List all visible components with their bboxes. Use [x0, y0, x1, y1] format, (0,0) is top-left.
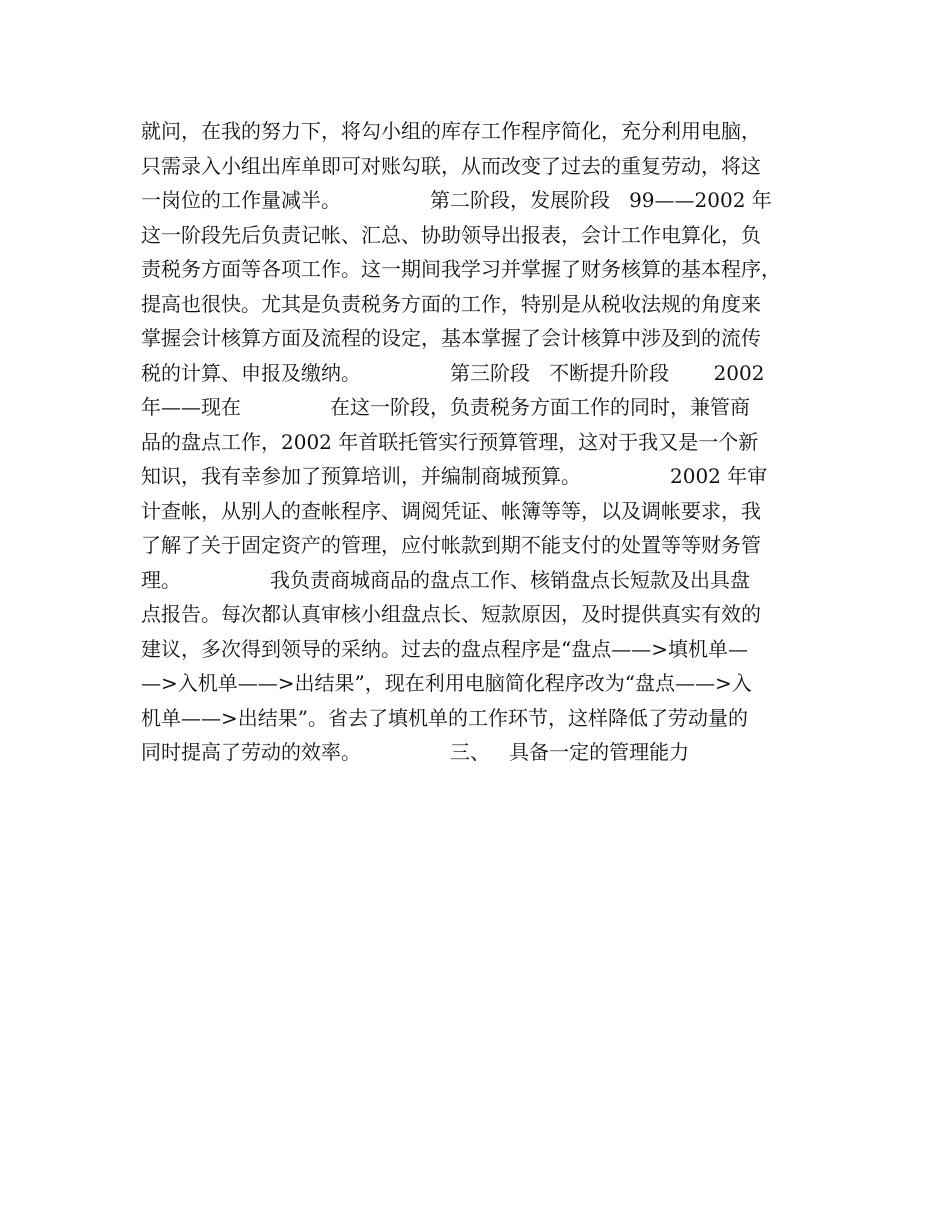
text-line: 建议，多次得到领导的采纳。过去的盘点程序是“盘点——>填机单—: [141, 636, 748, 661]
text-line: 年——现在 在这一阶段，负责税务方面工作的同时，兼管商: [141, 395, 751, 419]
text-line: 只需录入小组出库单即可对账勾联，从而改变了过去的重复劳动，将这: [141, 153, 761, 178]
text-line: 点报告。每次都认真审核小组盘点长、短款原因，及时提供真实有效的: [141, 602, 761, 626]
text-line: 品的盘点工作，2002 年首联托管实行预算管理，这对于我又是一个新: [141, 429, 759, 454]
text-line: 责税务方面等各项工作。这一期间我学习并掌握了财务核算的基本程序，: [141, 257, 781, 281]
text-line: 了解了关于固定资产的管理，应付帐款到期不能支付的处置等等财务管: [141, 533, 761, 557]
text-line: 就问，在我的努力下，将勾小组的库存工作程序简化，充分利用电脑，: [141, 119, 761, 143]
text-line: 这一阶段先后负责记帐、汇总、协助领导出报表，会计工作电算化，负: [141, 222, 761, 247]
text-line: 提高也很快。尤其是负责税务方面的工作，特别是从税收法规的角度来: [141, 291, 761, 316]
text-line: 同时提高了劳动的效率。 三、 具备一定的管理能力: [141, 740, 690, 764]
text-line: 知识，我有幸参加了预算培训，并编制商城预算。 2002 年审: [141, 464, 768, 488]
text-line: 税的计算、申报及缴纳。 第三阶段 不断提升阶段 2002: [141, 360, 765, 385]
text-line: 机单——>出结果”。省去了填机单的工作环节，这样降低了劳动量的: [141, 705, 748, 730]
text-line: 理。 我负责商城商品的盘点工作、核销盘点长短款及出具盘: [141, 567, 751, 592]
body-text: [141, 114, 821, 770]
text-line: —>入机单——>出结果”，现在利用电脑简化程序改为“盘点——>入: [141, 671, 752, 695]
text-line: 一岗位的工作量减半。 第二阶段，发展阶段 99——2002 年: [141, 188, 772, 212]
text-line: 掌握会计核算方面及流程的设定，基本掌握了会计核算中涉及到的流传: [141, 326, 761, 350]
text-line: 计查帐，从别人的查帐程序、调阅凭证、帐簿等等，以及调帐要求，我: [141, 498, 761, 523]
